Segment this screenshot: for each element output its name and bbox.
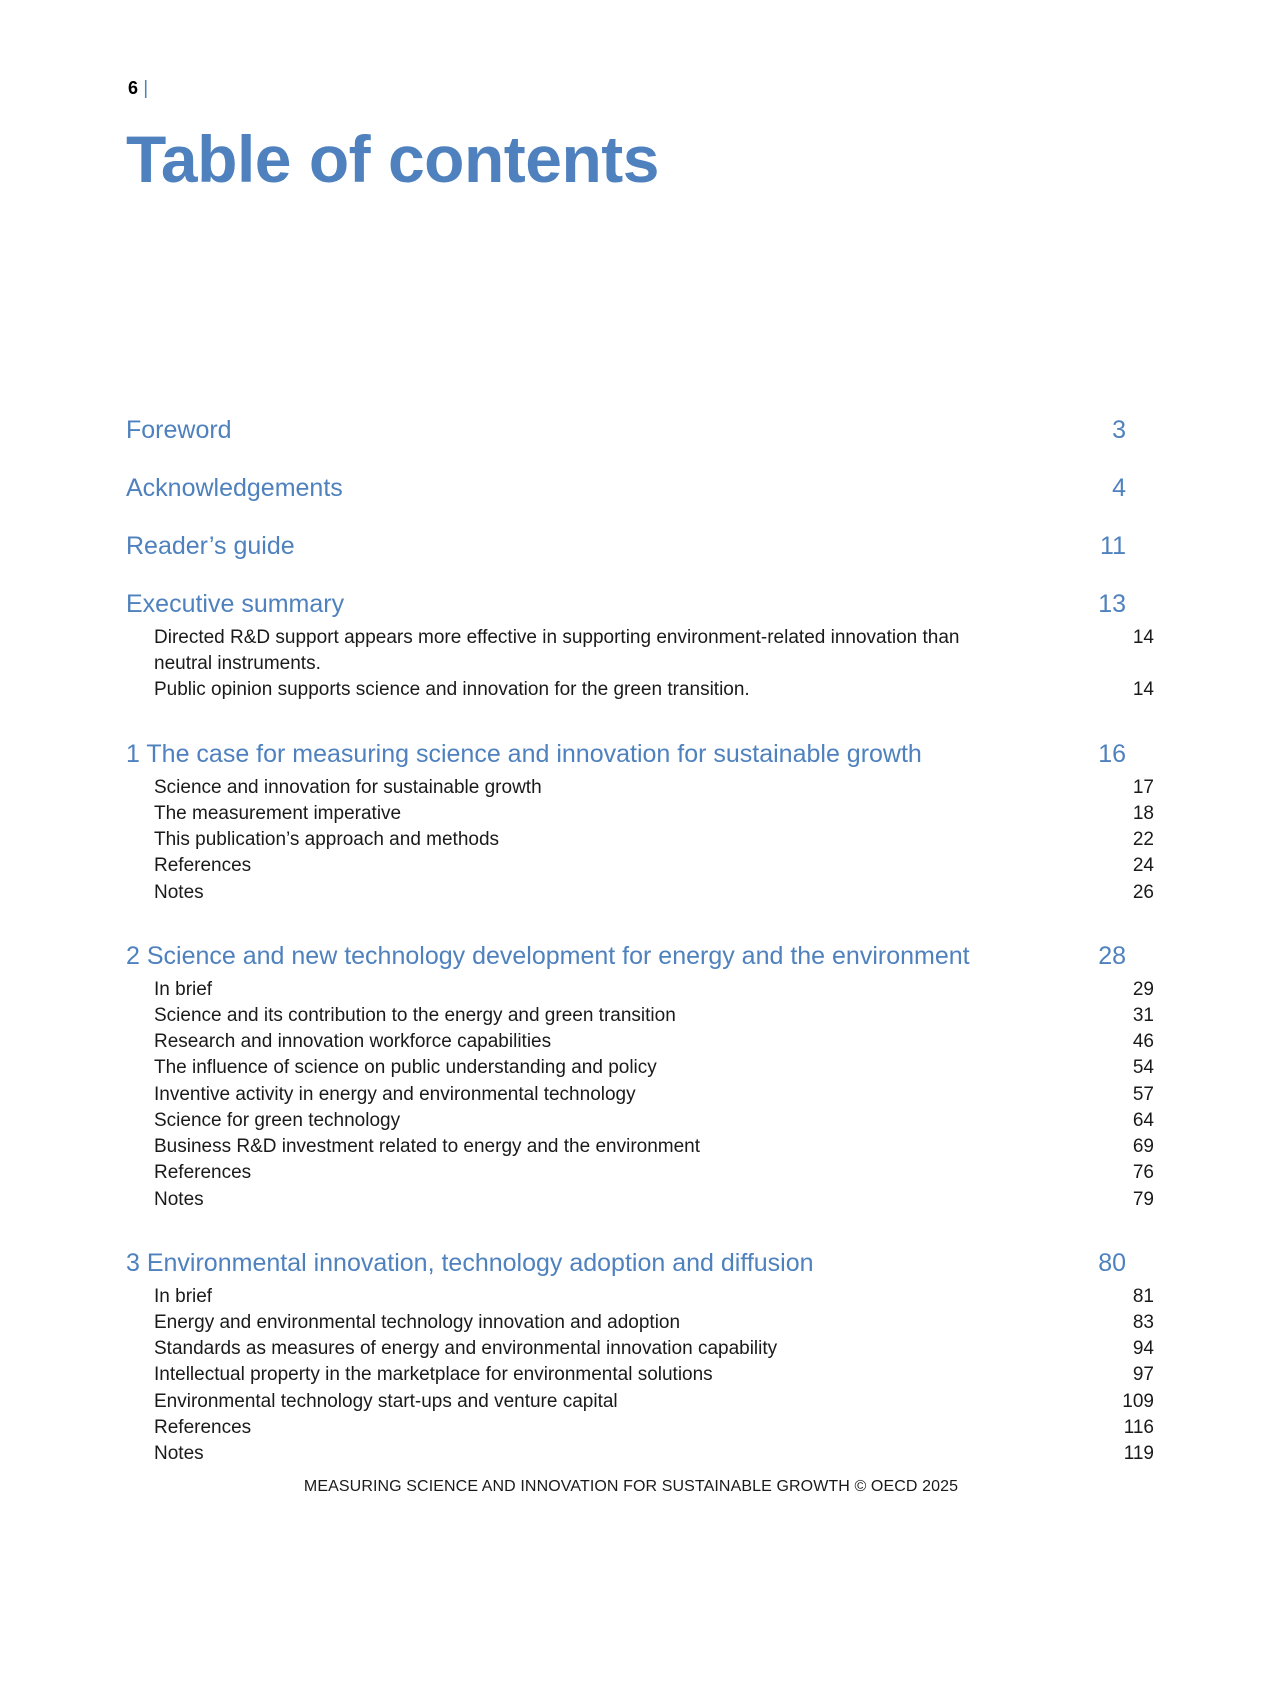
toc-entry-foreword[interactable] bbox=[126, 416, 1126, 445]
toc-subentry-directed-rd-support[interactable] bbox=[126, 625, 1154, 677]
toc-entry-label: Reader’s guide bbox=[126, 532, 295, 560]
toc-subentry[interactable] bbox=[126, 1389, 1154, 1415]
toc-subentry-in-brief[interactable] bbox=[126, 977, 1154, 1003]
page-title: Table of contents bbox=[126, 122, 659, 196]
toc-entry-label: Notes bbox=[154, 1443, 204, 1465]
toc-subentry[interactable] bbox=[126, 1029, 1154, 1055]
toc-entry-label: Inventive activity in energy and environmental technology bbox=[154, 1083, 636, 1105]
toc-entry-page: 119 bbox=[1123, 1443, 1154, 1465]
toc-entry-page: 11 bbox=[1100, 532, 1126, 560]
toc-entry-page: 18 bbox=[1132, 802, 1154, 824]
toc-entry-page: 16 bbox=[1098, 739, 1126, 768]
toc-subentry-references[interactable] bbox=[126, 1160, 1154, 1186]
toc-entry-page: 81 bbox=[1132, 1285, 1154, 1307]
toc-entry-label: Foreword bbox=[126, 416, 232, 444]
toc-entry-page: 29 bbox=[1132, 978, 1154, 1000]
toc-subentry[interactable] bbox=[126, 1108, 1154, 1134]
running-header bbox=[128, 78, 148, 100]
toc-subentry-references[interactable] bbox=[126, 1415, 1154, 1441]
page-footer: MEASURING SCIENCE AND INNOVATION FOR SUSTAINABLE GROWTH © OECD 2025 bbox=[303, 1478, 959, 1495]
toc-subentry-notes[interactable] bbox=[126, 880, 1154, 906]
toc-entry-label: Energy and environmental technology innovation and adoption bbox=[154, 1311, 681, 1333]
toc-entry-label: This publication’s approach and methods bbox=[154, 829, 500, 851]
toc-subentry[interactable] bbox=[126, 827, 1154, 853]
toc-entry-label: Science and its contribution to the energy and green transition bbox=[154, 1004, 676, 1026]
toc-entry-page: 79 bbox=[1132, 1188, 1154, 1210]
toc-entry-chapter-1[interactable] bbox=[126, 740, 1126, 769]
toc-subentry[interactable] bbox=[126, 801, 1154, 827]
toc-entry-label: References bbox=[154, 1416, 252, 1438]
toc-entry-label: The measurement imperative bbox=[154, 802, 402, 824]
toc-subentry[interactable] bbox=[126, 1336, 1154, 1362]
toc-entry-label: Research and innovation workforce capabilities bbox=[154, 1031, 552, 1053]
toc-entry-label: Environmental technology start-ups and venture capital bbox=[154, 1390, 618, 1412]
toc-entry-page: 94 bbox=[1132, 1338, 1154, 1360]
toc-entry-label: In brief bbox=[154, 978, 213, 1000]
toc-entry-page: 80 bbox=[1098, 1248, 1126, 1277]
toc-subentry-in-brief[interactable] bbox=[126, 1284, 1154, 1310]
toc-entry-page: 109 bbox=[1122, 1390, 1154, 1412]
toc-entry-label: 2 Science and new technology development for energy and the environment bbox=[126, 941, 970, 970]
toc-subentry[interactable] bbox=[126, 1082, 1154, 1108]
folio-separator: | bbox=[143, 78, 149, 99]
toc-entry-label: Executive summary bbox=[126, 590, 345, 618]
toc-subentry-references[interactable] bbox=[126, 853, 1154, 879]
toc-entry-page: 116 bbox=[1123, 1416, 1154, 1438]
toc-subentry[interactable] bbox=[126, 1003, 1154, 1029]
toc-entry-page: 24 bbox=[1132, 855, 1154, 877]
table-of-contents bbox=[126, 416, 1154, 1467]
toc-entry-label: In brief bbox=[154, 1285, 213, 1307]
toc-entry-page: 28 bbox=[1098, 941, 1126, 970]
toc-subentry-notes[interactable] bbox=[126, 1441, 1154, 1467]
toc-entry-page: 83 bbox=[1132, 1311, 1154, 1333]
toc-entry-label: References bbox=[154, 855, 252, 877]
toc-entry-page: 76 bbox=[1132, 1162, 1154, 1184]
toc-entry-page: 26 bbox=[1132, 881, 1154, 903]
toc-entry-chapter-3[interactable] bbox=[126, 1249, 1126, 1278]
toc-entry-page: 97 bbox=[1132, 1364, 1154, 1386]
toc-subentry[interactable] bbox=[126, 1362, 1154, 1388]
toc-entry-label: Standards as measures of energy and environmental innovation capability bbox=[154, 1338, 778, 1360]
toc-entry-page: 46 bbox=[1132, 1031, 1154, 1053]
toc-entry-label: Notes bbox=[154, 881, 204, 903]
toc-subentry[interactable] bbox=[126, 1055, 1154, 1081]
toc-entry-page: 3 bbox=[1112, 416, 1126, 444]
toc-entry-label: Acknowledgements bbox=[126, 474, 343, 502]
toc-subentry-public-opinion[interactable] bbox=[126, 677, 1154, 703]
toc-subentry[interactable] bbox=[126, 775, 1154, 801]
toc-entry-executive-summary[interactable] bbox=[126, 590, 1126, 619]
toc-entry-chapter-2[interactable] bbox=[126, 942, 1126, 971]
toc-entry-acknowledgements[interactable] bbox=[126, 474, 1126, 503]
toc-entry-label: Intellectual property in the marketplace for environmental solutions bbox=[154, 1364, 713, 1386]
toc-entry-label: Science and innovation for sustainable growth bbox=[154, 776, 542, 798]
toc-entry-label: 3 Environmental innovation, technology adoption and diffusion bbox=[126, 1248, 814, 1277]
toc-entry-page: 57 bbox=[1132, 1083, 1154, 1105]
toc-subentry[interactable] bbox=[126, 1310, 1154, 1336]
toc-entry-page: 14 bbox=[1132, 679, 1154, 701]
toc-entry-page: 54 bbox=[1132, 1057, 1154, 1079]
toc-entry-page: 4 bbox=[1112, 474, 1126, 502]
toc-entry-label: The influence of science on public understanding and policy bbox=[154, 1057, 657, 1079]
toc-entry-page: 13 bbox=[1098, 590, 1126, 618]
toc-subentry[interactable] bbox=[126, 1134, 1154, 1160]
toc-entry-label: Notes bbox=[154, 1188, 204, 1210]
toc-entry-label: Directed R&D support appears more effective in supporting environment-related innovation than neutral instruments. bbox=[154, 627, 960, 675]
toc-subentry-notes[interactable] bbox=[126, 1187, 1154, 1213]
toc-entry-page: 22 bbox=[1132, 829, 1154, 851]
toc-entry-page: 69 bbox=[1132, 1136, 1154, 1158]
toc-entry-label: Science for green technology bbox=[154, 1109, 401, 1131]
page-folio-number: 6 bbox=[128, 78, 139, 98]
toc-entry-page: 14 bbox=[1132, 627, 1154, 648]
toc-entry-page: 64 bbox=[1132, 1109, 1154, 1131]
toc-entry-label: References bbox=[154, 1162, 252, 1184]
toc-entry-page: 31 bbox=[1132, 1004, 1154, 1026]
toc-entry-label: Public opinion supports science and innovation for the green transition. bbox=[154, 679, 750, 701]
toc-entry-label: Business R&D investment related to energy and the environment bbox=[154, 1136, 701, 1158]
toc-entry-label: 1 The case for measuring science and innovation for sustainable growth bbox=[126, 739, 922, 768]
toc-entry-readers-guide[interactable] bbox=[126, 532, 1126, 561]
toc-entry-page: 17 bbox=[1132, 776, 1154, 798]
